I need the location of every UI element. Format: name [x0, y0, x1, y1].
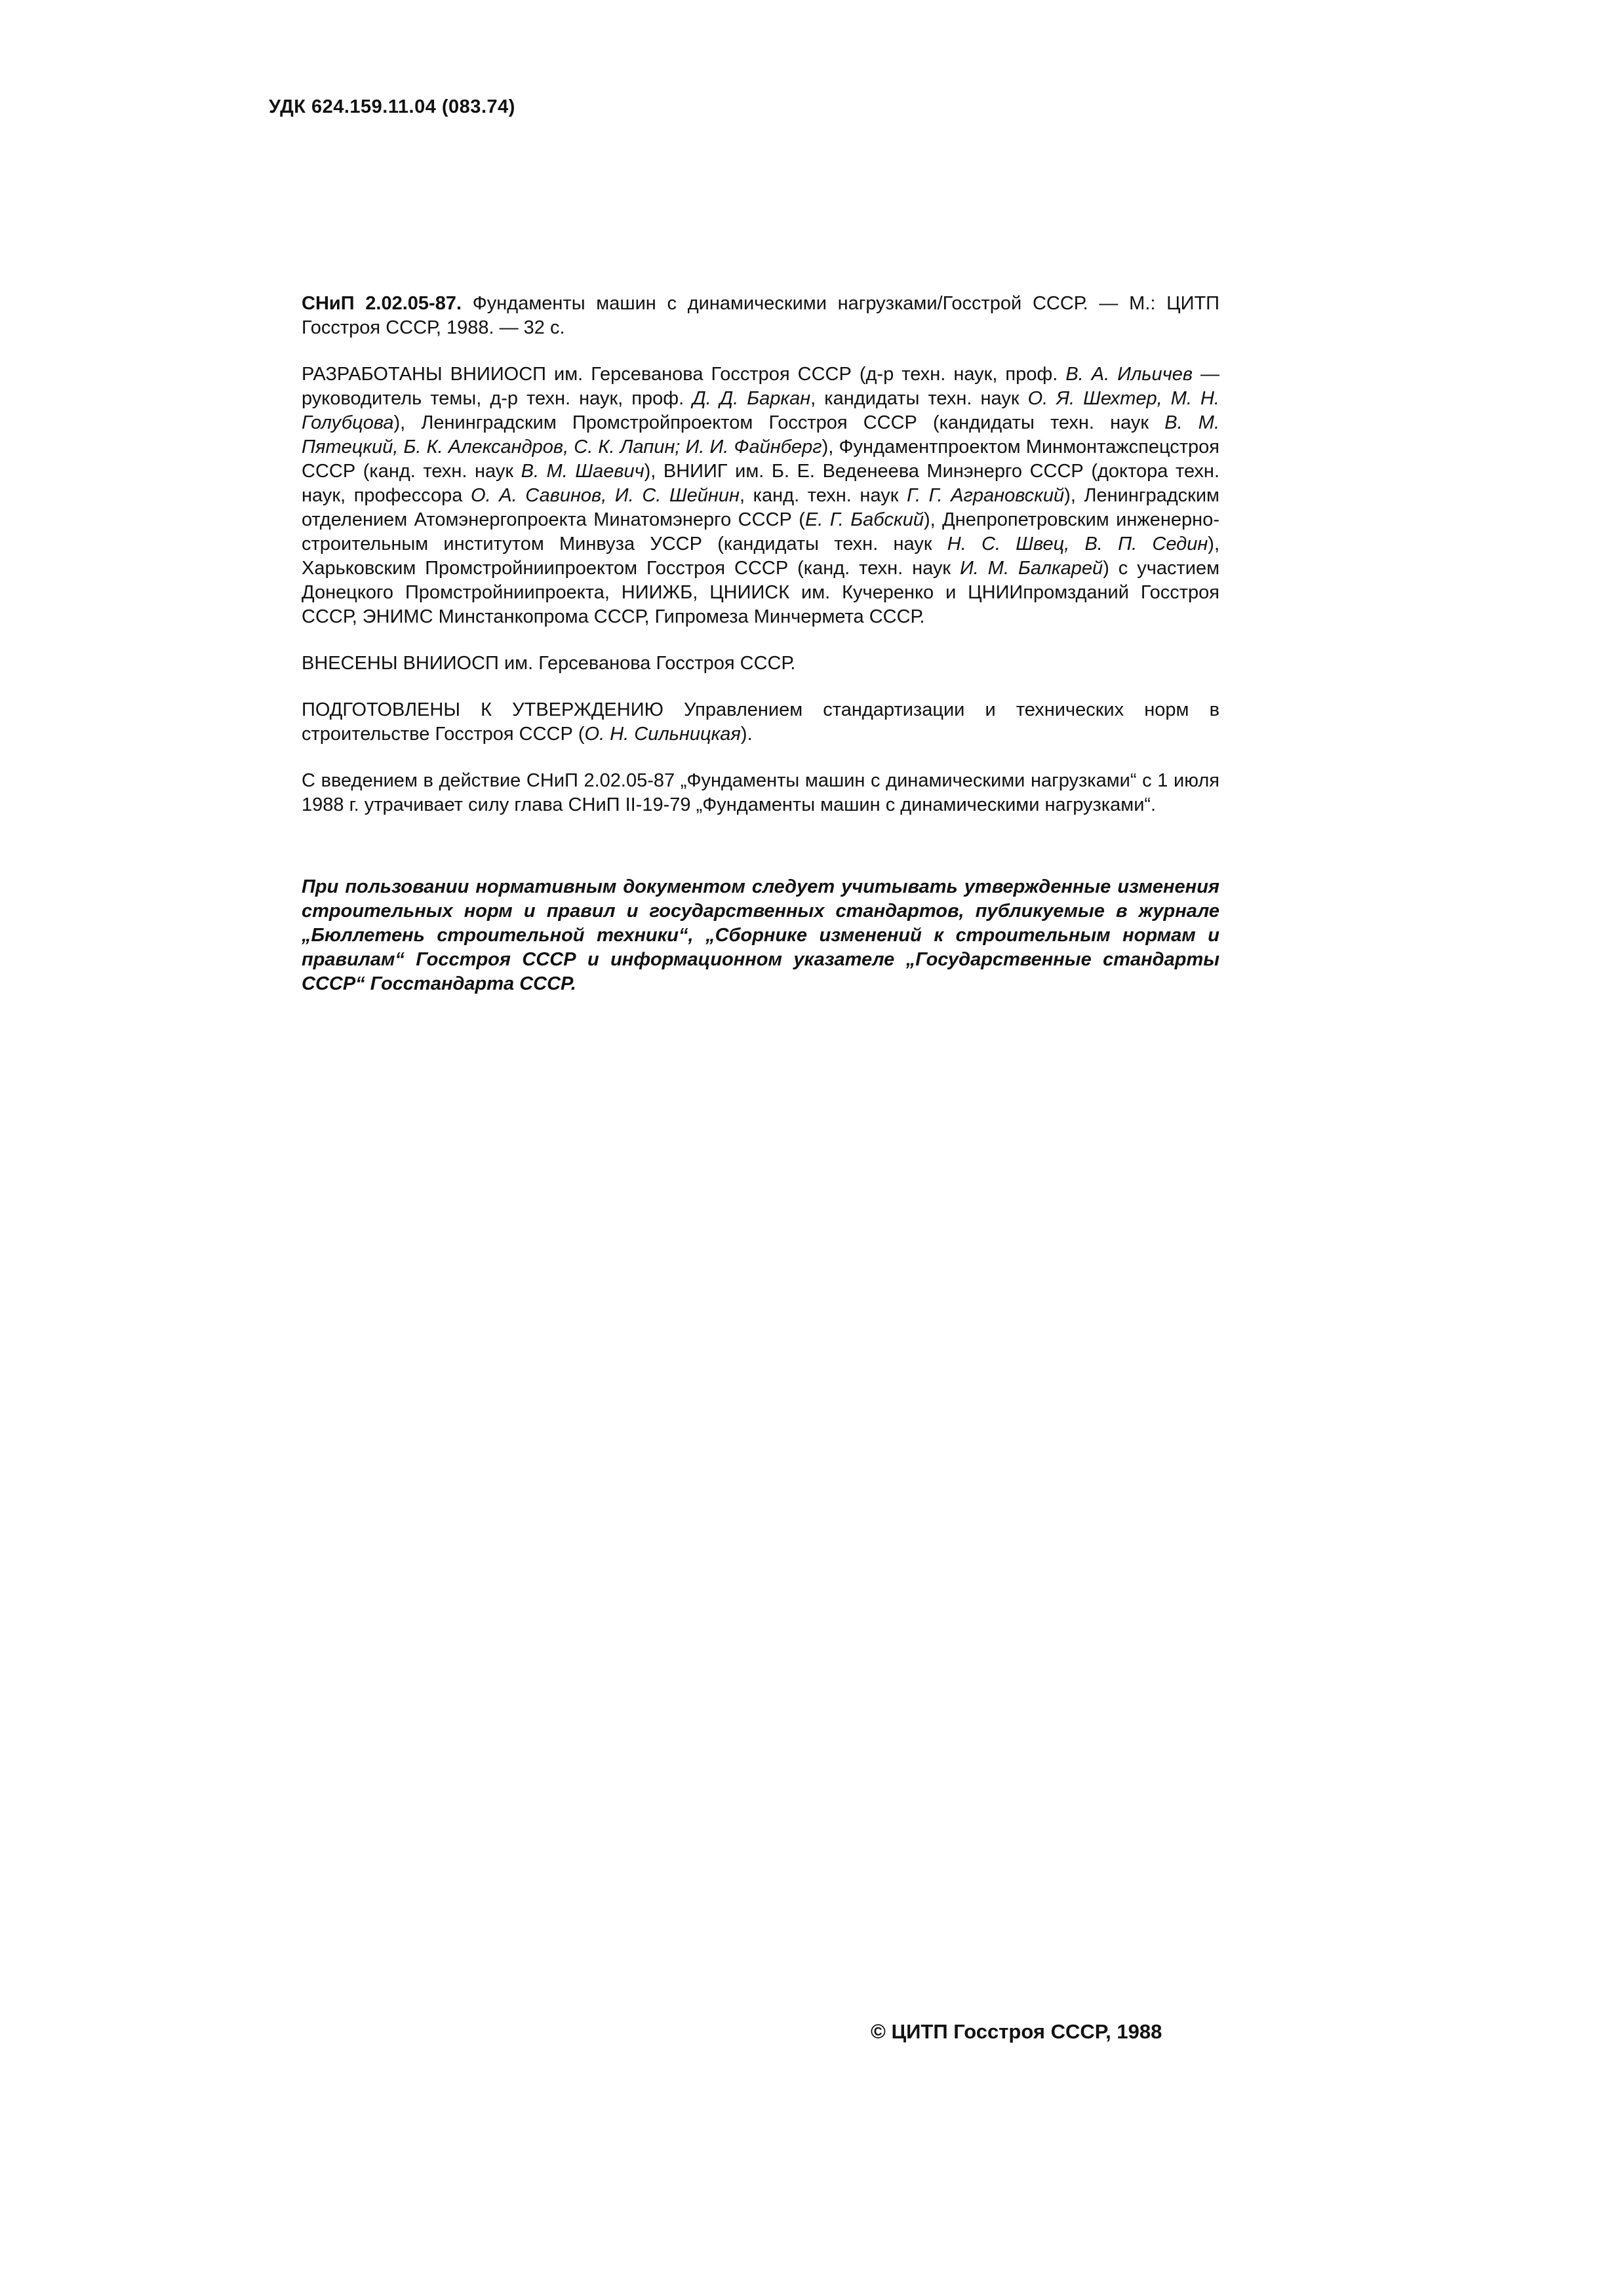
paragraph-text: ), Ленинградским отделением Атомэнергопроекта Минатомэнерго СССР ( [302, 485, 1219, 530]
paragraph-text: ), Харьковским Промстройниипроектом Госстроя СССР (канд. техн. наук [302, 534, 1219, 579]
paragraph-text: , канд. техн. наук [739, 485, 907, 506]
citation-paragraph [302, 292, 1219, 340]
author-names: О. А. Савинов, И. С. Шейнин [471, 485, 740, 506]
paragraph-text: ), ВНИИГ им. Б. Е. Веденеева Минэнерго СССР (доктора техн. наук, профессора [302, 461, 1220, 506]
prepared-paragraph [302, 698, 1219, 747]
author-names: Г. Г. Аграновский [907, 485, 1065, 506]
paragraph-text: , кандидаты техн. наук [810, 388, 1028, 409]
usage-notice: При пользовании нормативным документом следует учитывать утвержденные изменения строительных норм и правил и государственных стандартов, публикуемые в журнале „Бюллетень строительной техники“, „Сборнике изменений к строительным нормам и правилам“ Госстроя СССР и информационном указателе „Государственные стандарты СССР“ Госстандарта СССР. [302, 876, 1219, 994]
author-names: О. Я. Шехтер, М. Н. Голубцова [302, 388, 1219, 433]
author-names: Е. Г. Бабский [804, 509, 924, 530]
author-names: Н. С. Швец, В. П. Седин [947, 534, 1208, 555]
paragraph-text: — руководитель темы, д-р техн. наук, проф. [302, 364, 1220, 409]
main-content [302, 292, 1219, 1015]
author-names: Д. Д. Баркан [692, 388, 811, 409]
paragraph-text: ПОДГОТОВЛЕНЫ К УТВЕРЖДЕНИЮ Управлением стандартизации и технических норм в строительстве Госстроя СССР ( [302, 699, 1219, 745]
paragraph-text: ), Днепропетровским инженерно-строительным институтом Минвуза УССР (кандидаты техн. наук [302, 509, 1219, 555]
author-names: В. М. Шаевич [521, 461, 644, 482]
paragraph-text: ) с участием Донецкого Промстройниипроекта, НИИЖБ, ЦНИИСК им. Кучеренко и ЦНИИпромзданий Госстроя СССР, ЭНИМС Минстанкопрома СССР, Гипромеза Минчермета СССР. [302, 558, 1220, 627]
introduced-paragraph: ВНЕСЕНЫ ВНИИОСП им. Герсеванова Госстроя СССР. [302, 653, 796, 674]
paragraph-text: РАЗРАБОТАНЫ ВНИИОСП им. Герсеванова Госстроя СССР (д-р техн. наук, проф. [302, 364, 1066, 385]
paragraph-text: ), Ленинградским Промстройпроектом Госстроя СССР (кандидаты техн. наук [393, 412, 1165, 433]
copyright-notice: © ЦИТП Госстроя СССР, 1988 [871, 2020, 1162, 2043]
citation-code: СНиП 2.02.05-87. [302, 293, 462, 314]
developed-paragraph [302, 362, 1219, 629]
author-names: В. А. Ильичев [1065, 364, 1193, 385]
replacement-paragraph: С введением в действие СНиП 2.02.05-87 „Фундаменты машин с динамическими нагрузками“ с 1 июля 1988 г. утрачивает силу глава СНиП II-19-79 „Фундаменты машин с динамическими нагрузками“. [302, 770, 1219, 815]
author-names: И. М. Балкарей [960, 558, 1103, 579]
paragraph-text: ). [740, 724, 753, 745]
paragraph-text: ), Фундаментпроектом Минмонтажспецстроя СССР (канд. техн. наук [302, 437, 1219, 482]
udk-code: УДК 624.159.11.04 (083.74) [269, 96, 515, 117]
author-names: В. М. Пятецкий, Б. К. Александров, С. К. Лапин; И. И. Файнберг [302, 412, 1219, 457]
citation-text: Фундаменты машин с динамическими нагрузками/Госстрой СССР. — М.: ЦИТП Госстроя СССР, 1988. — 32 с. [302, 293, 1220, 338]
author-names: О. Н. Сильницкая [584, 724, 741, 745]
